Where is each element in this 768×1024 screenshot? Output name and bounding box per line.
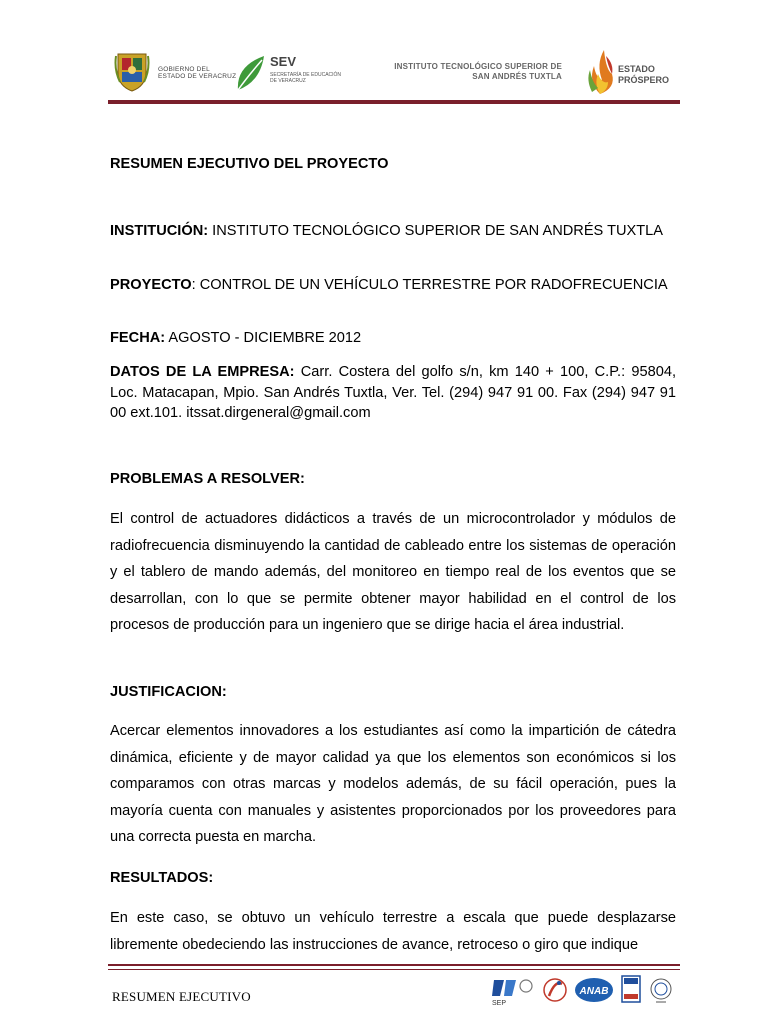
- resultados-paragraph: En este caso, se obtuvo un vehículo terrestre a escala que puede desplazarse libremente obedeciendo las instrucciones de avance, retroceso o giro que indique: [110, 910, 676, 953]
- fecha-field: [110, 328, 676, 349]
- institute-name: [358, 62, 562, 82]
- flame-icon: [586, 48, 616, 96]
- datos-value: Carr. Costera del golfo s/n, km 140 + 100, C.P.: 95804, Loc. Matacapan, Mpio. San Andrés Tuxtla, Ver. Tel. (294) 947 91 00. Fax (294) 947 91 00 ext.101. itssat.dirgeneral@gmail.com: [110, 364, 676, 421]
- justificacion-heading: JUSTIFICACION:: [110, 684, 227, 700]
- institution-seal-icon: [648, 974, 674, 1008]
- institucion-value: INSTITUTO TECNOLÓGICO SUPERIOR DE SAN ANDRÉS TUXTLA: [208, 223, 664, 239]
- footer-divider-thin: [108, 969, 680, 970]
- gobierno-veracruz-logo: [114, 48, 246, 96]
- institute-line-1: INSTITUTO TECNOLÓGICO SUPERIOR DE: [394, 62, 562, 71]
- sev-logo-sub-1: SECRETARÍA DE EDUCACIÓN: [270, 72, 342, 78]
- anab-logo-text: ANAB: [579, 986, 609, 997]
- footer-logos: [490, 974, 676, 1008]
- fecha-value: AGOSTO - DICIEMBRE 2012: [165, 330, 362, 346]
- estado-logo-line-2: PRÓSPERO: [618, 75, 670, 85]
- document-title: RESUMEN EJECUTIVO DEL PROYECTO: [110, 156, 389, 172]
- anab-logo: [574, 974, 614, 1008]
- sev-logo-title: SEV: [270, 54, 297, 69]
- institucion-label: INSTITUCIÓN:: [110, 223, 209, 239]
- proyecto-value: : CONTROL DE UN VEHÍCULO TERRESTRE POR RADOFRECUENCIA: [191, 277, 668, 293]
- proyecto-label: PROYECTO: [110, 277, 192, 293]
- estado-logo-line-1: ESTADO: [618, 64, 655, 74]
- problemas-paragraph: El control de actuadores didácticos a través de un microcontrolador y módulos de radiofrecuencia disminuyendo la cantidad de cableado entre los sistemas de operación y el tablero de mando además, del monitoreo en tiempo real de los eventos que se desarrollan, con lo que se permite obtener mayor habilidad en el control de los procesos de producción para un ingeniero que se dirige hacia el área industrial.: [110, 511, 676, 633]
- sev-logo-sub-2: DE VERACRUZ: [270, 78, 306, 84]
- gov-logo-line-1: GOBIERNO DEL: [158, 66, 210, 73]
- gov-logo-line-2: ESTADO DE VERACRUZ: [158, 73, 237, 80]
- page-header: [108, 44, 680, 100]
- sev-leaf-icon: [234, 52, 268, 94]
- footer-label: RESUMEN EJECUTIVO: [112, 989, 251, 1004]
- institute-line-2: SAN ANDRÉS TUXTLA: [472, 72, 562, 81]
- justificacion-paragraph: Acercar elementos innovadores a los estudiantes así como la impartición de cátedra dinámica, eficiente y de mayor calidad ya que los elementos son económicos si los comparamos con otras marcas y modelos además, de su fácil operación, pues la mayoría cuenta con manuales y asistentes proporcionados por los proveedores para una correcta puesta en marcha.: [110, 723, 676, 845]
- fecha-label: FECHA:: [110, 330, 166, 346]
- certification-badge-icon: [620, 974, 642, 1008]
- coat-of-arms-icon: [114, 50, 150, 92]
- institucion-field: [110, 221, 676, 242]
- datos-label: DATOS DE LA EMPRESA:: [110, 364, 295, 380]
- problemas-heading: PROBLEMAS A RESOLVER:: [110, 471, 305, 487]
- footer-divider-thick: [108, 964, 680, 966]
- estado-prospero-logo: [586, 48, 682, 96]
- sports-emblem-icon: [542, 974, 568, 1008]
- resultados-heading: RESULTADOS:: [110, 870, 214, 886]
- header-divider: [108, 100, 680, 104]
- sev-logo: [234, 48, 344, 96]
- sep-tecnologicos-logo: [490, 974, 536, 1008]
- datos-empresa-field: [110, 362, 676, 424]
- sep-logo-text: SEP: [492, 1000, 507, 1007]
- proyecto-field: [110, 275, 676, 296]
